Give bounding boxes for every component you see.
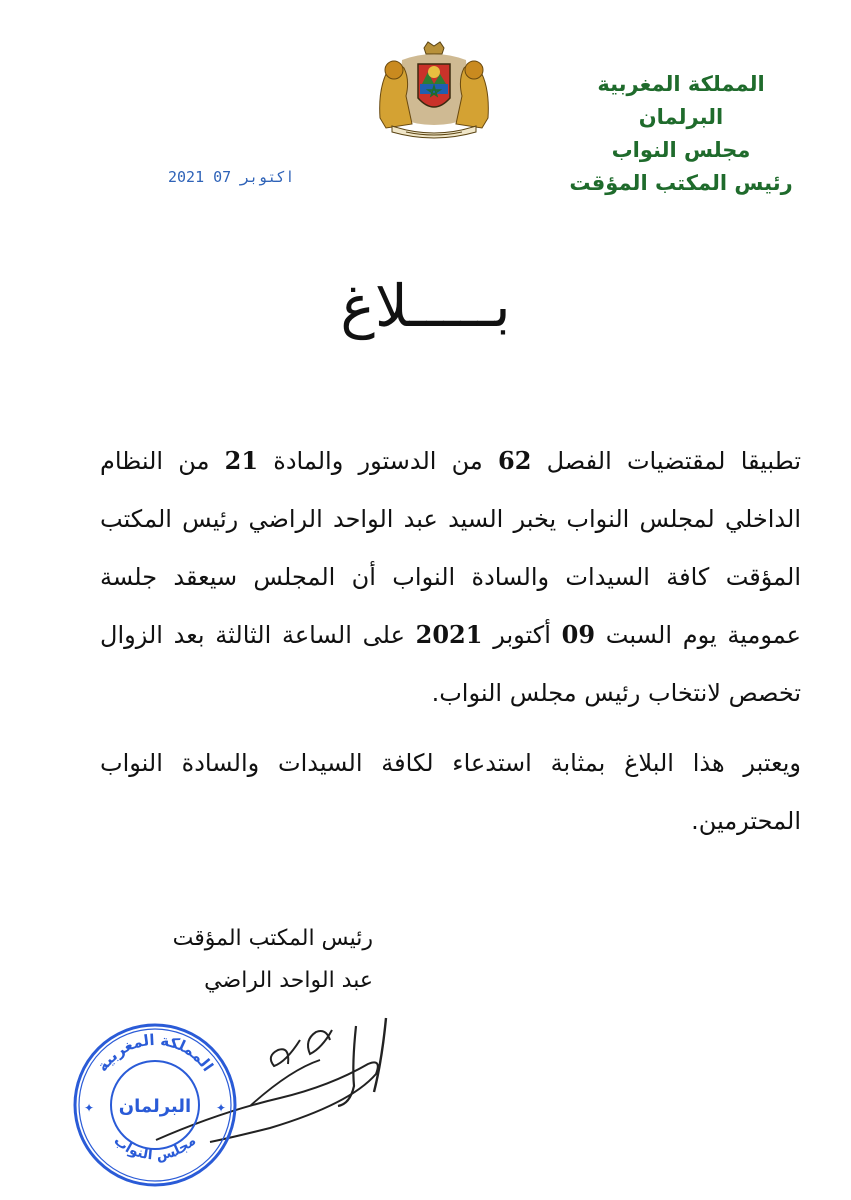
seal-star-left-icon: ✦ xyxy=(84,1101,95,1115)
letterhead-kingdom: المملكة المغربية xyxy=(597,72,765,96)
signatory-block xyxy=(173,918,373,1002)
letterhead-house: مجلس النواب xyxy=(611,138,751,162)
seal-star-right-icon: ✦ xyxy=(216,1101,227,1115)
signatory-name: عبد الواحد الراضي xyxy=(204,968,373,993)
document-title: بـــــلاغ xyxy=(340,272,511,340)
body-paragraph-1: تطبيقا لمقتضيات الفصل 62 من الدستور والمادة 21 من النظام الداخلي لمجلس النواب يخبر السيد عبد الواحد الراضي رئيس المكتب المؤقت كافة السيدات والسادة النواب أن المجلس سيعقد جلسة عمومية يوم السبت 09 أكتوبر 2021 على الساعة الثالثة بعد الزوال تخصص لانتخاب رئيس مجلس النواب. xyxy=(100,446,802,707)
chapter-number: 62 xyxy=(498,446,532,475)
date-stamp: 2021 اكتوبر 07 xyxy=(168,168,295,186)
session-year: 2021 xyxy=(415,620,483,649)
article-number: 21 xyxy=(224,446,259,475)
letterhead-parliament: البرلمان xyxy=(638,105,724,129)
seal-text-bottom: مجلس النواب xyxy=(110,1132,200,1164)
official-seal xyxy=(70,1020,240,1190)
letterhead xyxy=(551,68,811,200)
body-paragraph-2: ويعتبر هذا البلاغ بمثابة استدعاء لكافة السيدات والسادة النواب المحترمين. xyxy=(100,749,801,835)
coat-of-arms-emblem xyxy=(372,40,496,140)
communique-body xyxy=(100,432,801,850)
seal-text-top: المملكة المغربية xyxy=(93,1030,217,1075)
letterhead-office: رئيس المكتب المؤقت xyxy=(569,171,793,195)
session-day: 09 xyxy=(561,620,596,649)
signatory-title: رئيس المكتب المؤقت xyxy=(172,926,373,951)
seal-text-center: البرلمان xyxy=(118,1096,192,1117)
